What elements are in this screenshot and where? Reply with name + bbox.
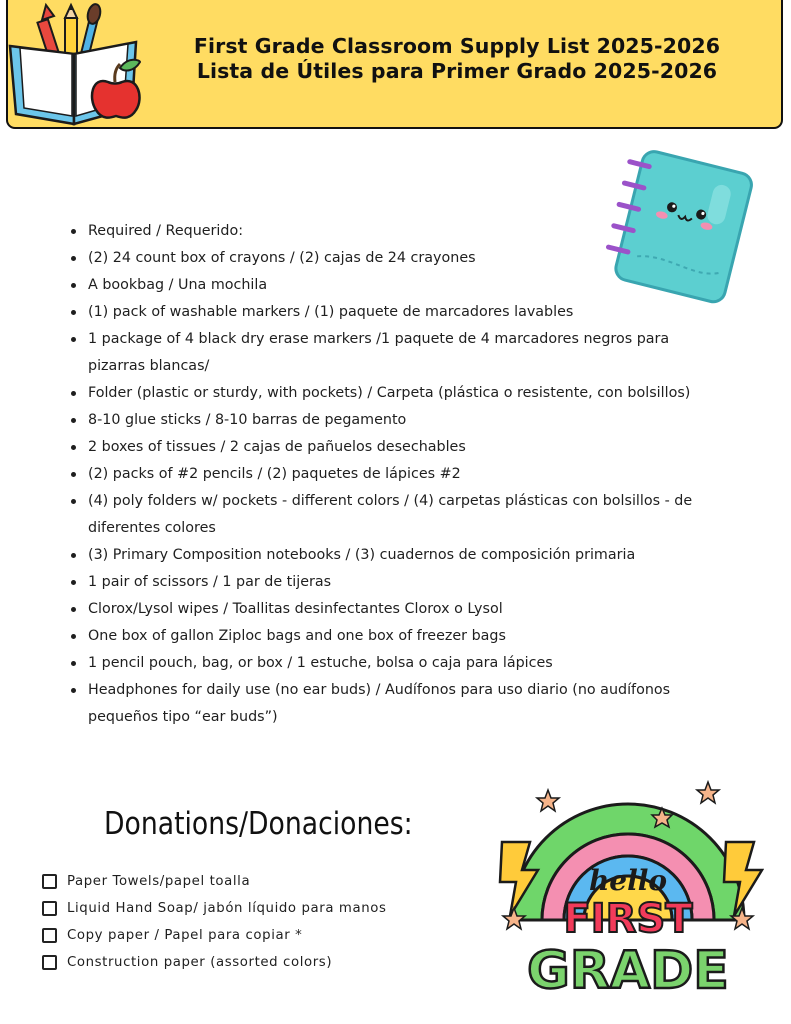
donation-item-label: Liquid Hand Soap/ jabón líquido para manos bbox=[67, 901, 387, 916]
donation-checkbox[interactable] bbox=[42, 955, 57, 970]
list-item: (2) 24 count box of crayons / (2) cajas de 24 crayones bbox=[70, 245, 710, 272]
list-item: (4) poly folders w/ pockets - different colors / (4) carpetas plásticas con bolsillos - de diferentes colores bbox=[70, 488, 710, 542]
list-item: Clorox/Lysol wipes / Toallitas desinfectantes Clorox o Lysol bbox=[70, 596, 710, 623]
list-item: Required / Requerido: bbox=[70, 218, 710, 245]
supply-list bbox=[70, 218, 710, 731]
list-item: 2 boxes of tissues / 2 cajas de pañuelos desechables bbox=[70, 434, 710, 461]
donation-item-label: Copy paper / Papel para copiar * bbox=[67, 928, 303, 943]
list-item: 1 package of 4 black dry erase markers /1 paquete de 4 marcadores negros para pizarras blancas/ bbox=[70, 326, 710, 380]
list-item: Headphones for daily use (no ear buds) / Audífonos para uso diario (no audífonos pequeños tipo “ear buds”) bbox=[70, 677, 710, 731]
page-title bbox=[140, 34, 774, 84]
list-item: Folder (plastic or sturdy, with pockets) / Carpeta (plástica o resistente, con bolsillos) bbox=[70, 380, 710, 407]
list-item: (2) packs of #2 pencils / (2) paquetes de lápices #2 bbox=[70, 461, 710, 488]
list-item: 8-10 glue sticks / 8-10 barras de pegamento bbox=[70, 407, 710, 434]
book-pencils-apple-illustration bbox=[6, 2, 148, 126]
donation-checkbox[interactable] bbox=[42, 874, 57, 889]
donation-checklist bbox=[42, 868, 387, 976]
donation-item-label: Paper Towels/papel toalla bbox=[67, 874, 251, 889]
donations-heading: Donations/Donaciones: bbox=[104, 806, 413, 842]
list-item: One box of gallon Ziploc bags and one box of freezer bags bbox=[70, 623, 710, 650]
sticker-grade-text: GRADE bbox=[527, 941, 729, 1001]
list-item: A bookbag / Una mochila bbox=[70, 272, 710, 299]
hello-first-grade-rainbow-sticker bbox=[492, 770, 764, 1002]
list-item: 1 pencil pouch, bag, or box / 1 estuche, bolsa o caja para lápices bbox=[70, 650, 710, 677]
donation-item bbox=[42, 868, 387, 895]
title-spanish: Lista de Útiles para Primer Grado 2025-2026 bbox=[196, 59, 718, 83]
donation-item bbox=[42, 922, 387, 949]
donation-item-label: Construction paper (assorted colors) bbox=[67, 955, 333, 970]
donation-checkbox[interactable] bbox=[42, 901, 57, 916]
sticker-hello-text: hello bbox=[588, 864, 668, 897]
list-item: (3) Primary Composition notebooks / (3) cuadernos de composición primaria bbox=[70, 542, 710, 569]
donation-item bbox=[42, 949, 387, 976]
list-item: (1) pack of washable markers / (1) paquete de marcadores lavables bbox=[70, 299, 710, 326]
donation-item bbox=[42, 895, 387, 922]
sticker-first-text: FIRST bbox=[563, 896, 693, 942]
list-item: 1 pair of scissors / 1 par de tijeras bbox=[70, 569, 710, 596]
donation-checkbox[interactable] bbox=[42, 928, 57, 943]
title-english: First Grade Classroom Supply List 2025-2026 bbox=[193, 34, 721, 58]
